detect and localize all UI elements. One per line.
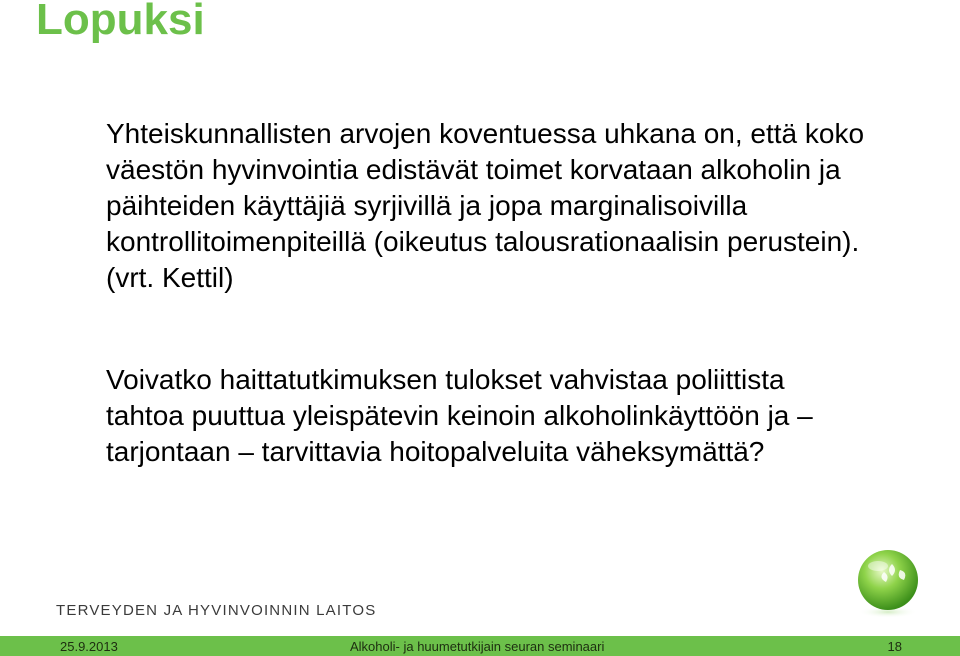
footer-bar xyxy=(0,636,960,656)
footer-event-title: Alkoholi- ja huumetutkijain seuran seminaari xyxy=(350,639,605,654)
footer-date: 25.9.2013 xyxy=(60,639,118,654)
slide-title: Lopuksi xyxy=(36,0,205,44)
paragraph-values: Yhteiskunnallisten arvojen koventuessa uhkana on, että koko väestön hyvinvointia edistävät toimet korvataan alkoholin ja päihteiden käyttäjiä syrjivillä ja jopa marginalisoivilla kontrollitoimenpiteillä (oikeutus talousrationaalisin perustein). (vrt. Kettil) xyxy=(106,118,865,293)
organization-name: TERVEYDEN JA HYVINVOINNIN LAITOS xyxy=(56,602,377,619)
green-sphere-logo-icon xyxy=(832,546,932,620)
footer-page-number: 18 xyxy=(887,639,902,654)
paragraph-question: Voivatko haittatutkimuksen tulokset vahvistaa poliittista tahtoa puuttua yleispätevin keinoin alkoholinkäyttöön ja – tarjontaan – tarvittavia hoitopalveluita väheksymättä? xyxy=(106,364,813,467)
